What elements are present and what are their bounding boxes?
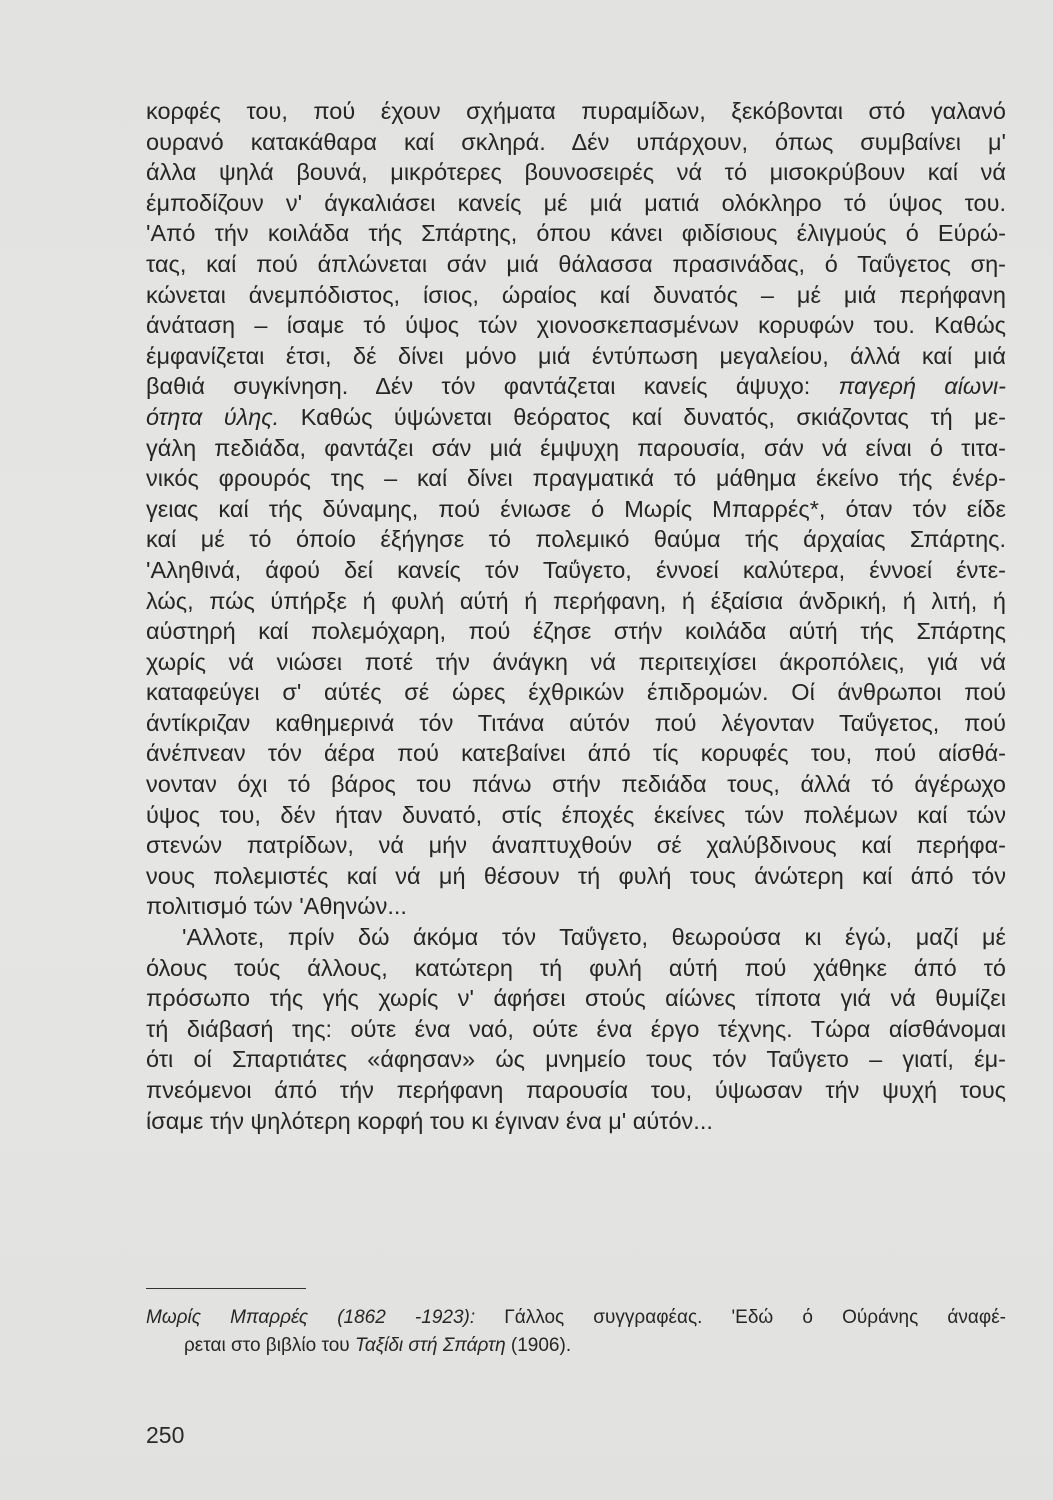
text-line: άντίκριζαν καθημερινά τόν Τιτάνα αύτόν πού λέγονταν Ταΰγετος, πού [146, 709, 1006, 736]
text-line: νονταν όχι τό βάρος του πάνω στήν πεδιάδα τους, άλλά τό άγέρωχο [146, 771, 1006, 798]
text-line-with-italic [146, 371, 1006, 402]
page-number: 250 [146, 1422, 185, 1448]
footnote-divider [146, 1288, 306, 1289]
text-line: ύψος του, δέν ήταν δυνατό, στίς έποχές έκείνες τών πολέμων καί τών [146, 801, 1006, 828]
text-line: άνέπνεαν τόν άέρα πού κατεβαίνει άπό τίς κορυφές του, πού αίσθά- [146, 740, 1006, 767]
text-line: πρόσωπο τής γής χωρίς ν' άφήσει στούς αίώνες τίποτα γιά νά θυμίζει [146, 985, 1006, 1012]
text-line: αύστηρή καί πολεμόχαρη, πού έζησε στήν κοιλάδα αύτή τής Σπάρτης [146, 618, 1006, 645]
footnote-book-title: Ταξίδι στή Σπάρτη [354, 1335, 506, 1356]
italic-phrase: παγερή αίωνι- [838, 373, 1007, 400]
text-line: γειας καί τής δύναμης, πού ένιωσε ό Μωρίς Μπαρρές*, όταν τόν είδε [146, 495, 1006, 522]
text-line: πολιτισμό τών 'Αθηνών... [146, 893, 407, 920]
text-segment: βαθιά συγκίνηση. Δέν τόν φαντάζεται κανείς άψυχο: [146, 373, 811, 400]
footnote [146, 1304, 1006, 1360]
text-line: άλλα ψηλά βουνά, μικρότερες βουνοσειρές νά τό μισοκρύβουν καί νά [146, 159, 1006, 186]
text-line: έμποδίζουν ν' άγκαλιάσει κανείς μέ μιά ματιά ολόκληρο τό ύψος του. [146, 189, 1006, 216]
text-line: κώνεται άνεμπόδιστος, ίσιος, ώραίος καί δυνατός – μέ μιά περήφανη [146, 281, 1006, 308]
text-line: χωρίς νά νιώσει ποτέ τήν άνάγκη νά περιτειχίσει άκροπόλεις, γιά νά [146, 648, 1006, 675]
text-line: τή διάβασή της: ούτε ένα ναό, ούτε ένα έργο τέχνης. Τώρα αίσθάνομαι [146, 1015, 1006, 1042]
text-segment: Καθώς ύψώνεται θεόρατος καί δυνατός, σκιάζοντας τή με- [300, 403, 1006, 430]
text-line-with-italic [146, 402, 1006, 433]
text-line: γάλη πεδιάδα, φαντάζει σάν μιά έμψυχη παρουσία, σάν νά είναι ό τιτα- [146, 434, 1006, 461]
footnote-year: (1906). [510, 1335, 572, 1356]
text-line: ίσαμε τήν ψηλότερη κορφή του κι έγιναν ένα μ' αύτόν... [146, 1107, 713, 1134]
text-line: τας, καί πού άπλώνεται σάν μιά θάλασσα πρασινάδας, ό Ταΰγετος ση- [146, 250, 1006, 277]
text-line: καταφεύγει σ' αύτές σέ ώρες έχθρικών έπιδρομών. Οί άνθρωποι πού [146, 679, 1006, 706]
text-line: ουρανό κατακάθαρα καί σκληρά. Δέν υπάρχουν, όπως συμβαίνει μ' [146, 128, 1006, 155]
text-line: πνεόμενοι άπό τήν περήφανη παρουσία του, ύψωσαν τήν ψυχή τους [146, 1077, 1006, 1103]
text-line: ότι οί Σπαρτιάτες «άφησαν» ώς μνημείο τους τόν Ταΰγετο – γιατί, έμ- [146, 1046, 1006, 1073]
text-line: όλους τούς άλλους, κατώτερη τή φυλή αύτή πού χάθηκε άπό τό [146, 954, 1006, 981]
italic-phrase: ότητα ύλης. [146, 403, 280, 430]
footnote-author: Μωρίς Μπαρρές (1862 -1923): [146, 1307, 476, 1328]
footnote-line [146, 1332, 1006, 1360]
text-line: 'Από τήν κοιλάδα τής Σπάρτης, όπου κάνει φιδίσιους έλιγμούς ό Εύρώ- [146, 220, 1006, 247]
text-line: καί μέ τό όποίο έξήγησε τό πολεμικό θαύμα τής άρχαίας Σπάρτης. [146, 526, 1006, 553]
text-line: άνάταση – ίσαμε τό ύψος τών χιονοσκεπασμένων κορυφών του. Καθώς [146, 312, 1006, 339]
text-line: στενών πατρίδων, νά μήν άναπτυχθούν σέ χαλύβδινους καί περήφα- [146, 832, 1006, 859]
footnote-text: ρεται στο βιβλίο του [184, 1335, 350, 1356]
text-line: κορφές του, πού έχουν σχήματα πυραμίδων, ξεκόβονται στό γαλανό [146, 98, 1006, 124]
text-line: νικός φρουρός της – καί δίνει πραγματικά τό μάθημα έκείνο τής ένέρ- [146, 465, 1006, 492]
text-line: λώς, πώς ύπήρξε ή φυλή αύτή ή περήφανη, ή έξαίσια άνδρική, ή λιτή, ή [146, 587, 1006, 614]
paragraph-start-line: 'Αλλοτε, πρίν δώ άκόμα τόν Ταΰγετο, θεωρούσα κι έγώ, μαζί μέ [182, 924, 1006, 951]
footnote-line [146, 1304, 1006, 1332]
footnote-text: Γάλλος συγγραφέας. 'Εδώ ό Ούράνης άναφέ- [504, 1307, 1007, 1328]
body-text [146, 96, 1006, 1136]
text-line: νους πολεμιστές καί νά μή θέσουν τή φυλή τους άνώτερη καί άπό τόν [146, 862, 1006, 889]
text-line: 'Αληθινά, άφού δεί κανείς τόν Ταΰγετο, έννοεί καλύτερα, έννοεί έντε- [146, 556, 1006, 583]
text-line: έμφανίζεται έτσι, δέ δίνει μόνο μιά έντύπωση μεγαλείου, άλλά καί μιά [146, 342, 1006, 369]
